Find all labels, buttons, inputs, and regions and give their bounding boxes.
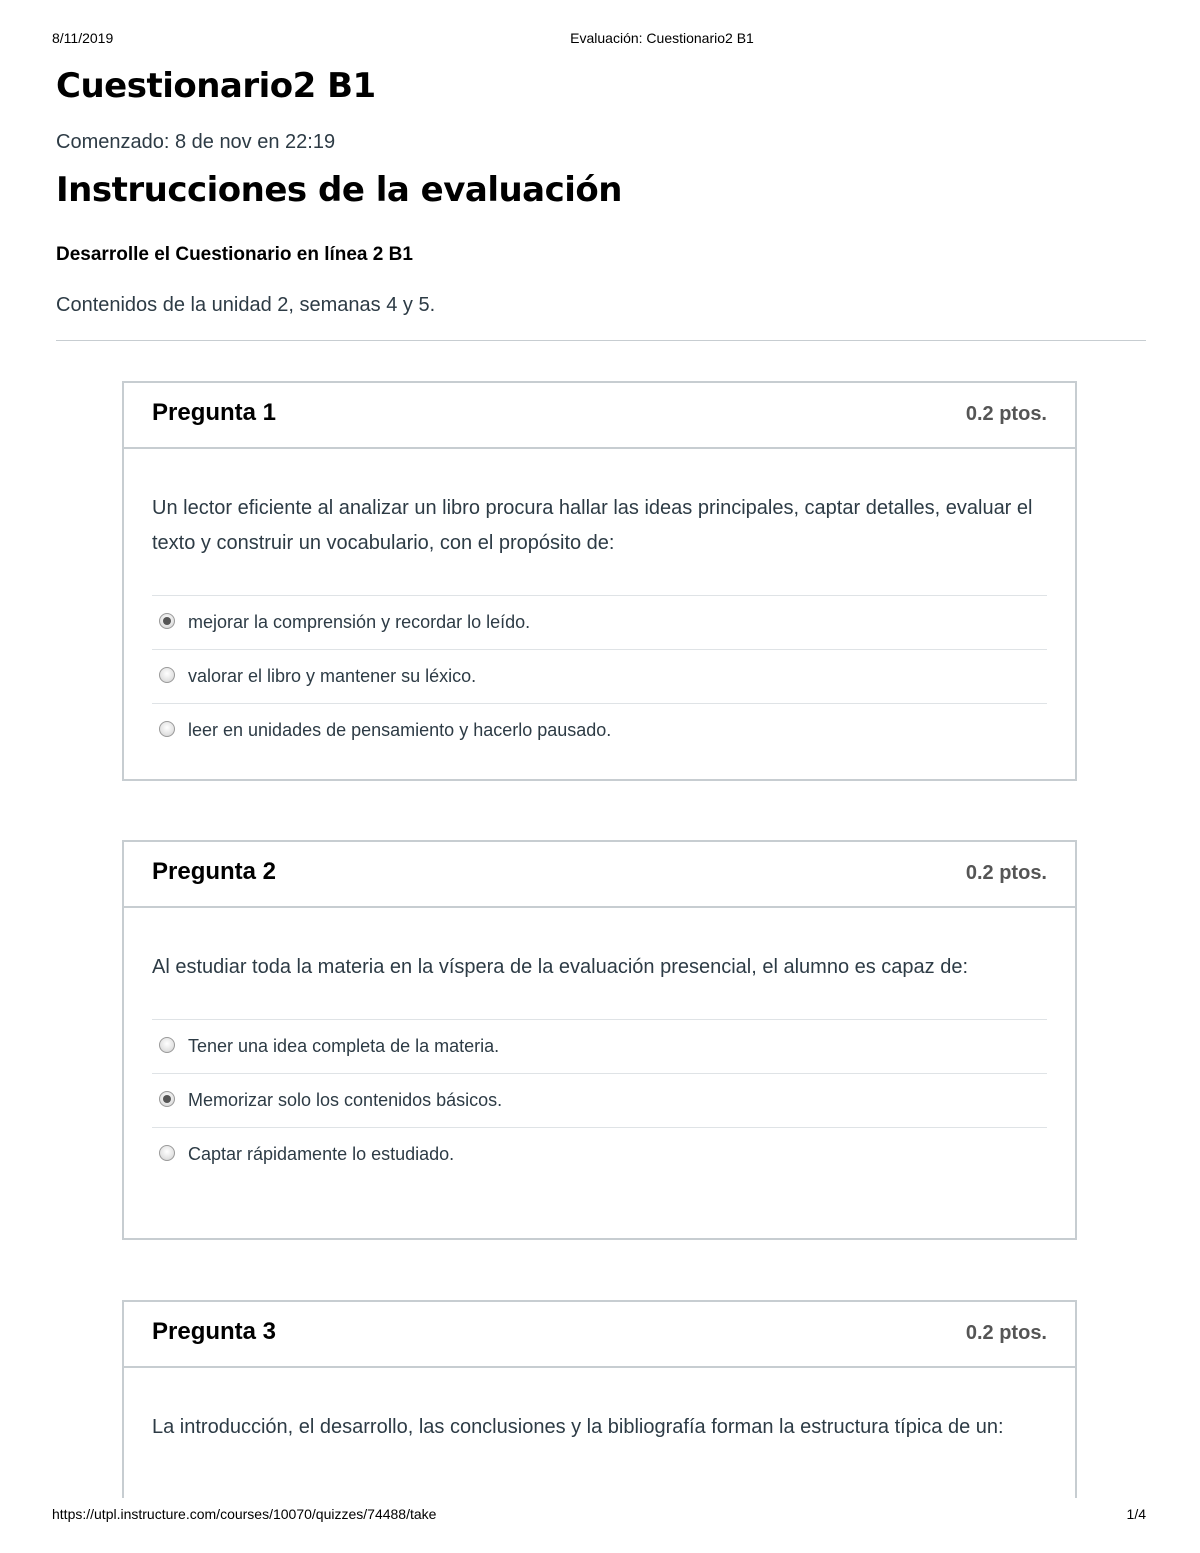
- answer-label[interactable]: mejorar la comprensión y recordar lo leído.: [188, 612, 531, 632]
- question-text: La introducción, el desarrollo, las conclusiones y la bibliografía forman la estructura típica de un:: [152, 1416, 1004, 1438]
- question-text: Un lector eficiente al analizar un libro procura hallar las ideas principales, captar detalles, evaluar el texto y construir un vocabulario, con el propósito de:: [152, 497, 1033, 554]
- radio-button[interactable]: [159, 667, 175, 683]
- answer-label[interactable]: Tener una idea completa de la materia.: [188, 1036, 500, 1056]
- answer-option[interactable]: [152, 595, 1047, 649]
- question-name: Pregunta 2: [152, 858, 277, 885]
- question-points: 0.2 ptos.: [965, 862, 1047, 884]
- instructions-title: Instrucciones de la evaluación: [56, 170, 622, 210]
- print-footer: [0, 1506, 1200, 1526]
- answer-label[interactable]: valorar el libro y mantener su léxico.: [188, 666, 477, 686]
- question-name: Pregunta 1: [152, 399, 277, 426]
- question-name: Pregunta 3: [152, 1318, 277, 1345]
- print-page-number: 1/4: [1126, 1506, 1146, 1522]
- question-header: [124, 1302, 1075, 1368]
- answer-option[interactable]: [152, 1127, 1047, 1181]
- print-header: [0, 30, 1200, 50]
- quiz-title: Cuestionario2 B1: [56, 66, 376, 106]
- print-url: https://utpl.instructure.com/courses/10070/quizzes/74488/take: [52, 1506, 437, 1522]
- question-points: 0.2 ptos.: [965, 1322, 1047, 1344]
- print-date: 8/11/2019: [52, 30, 114, 46]
- radio-button-selected[interactable]: [159, 613, 175, 629]
- answer-option[interactable]: [152, 1073, 1047, 1127]
- radio-button[interactable]: [159, 721, 175, 737]
- radio-button-selected[interactable]: [159, 1091, 175, 1107]
- question-card-3: [122, 1300, 1077, 1498]
- question-card-1: [122, 381, 1077, 781]
- answer-option[interactable]: [152, 649, 1047, 703]
- print-doc-title: Evaluación: Cuestionario2 B1: [570, 30, 754, 46]
- answer-label[interactable]: leer en unidades de pensamiento y hacerlo pausado.: [188, 720, 612, 740]
- answer-option[interactable]: [152, 703, 1047, 757]
- question-text: Al estudiar toda la materia en la víspera de la evaluación presencial, el alumno es capaz de:: [152, 956, 969, 978]
- answer-list: [152, 595, 1047, 757]
- question-card-2: [122, 840, 1077, 1240]
- radio-button[interactable]: [159, 1037, 175, 1053]
- question-header: [124, 383, 1075, 449]
- question-points: 0.2 ptos.: [965, 403, 1047, 425]
- quiz-started-time: Comenzado: 8 de nov en 22:19: [56, 131, 336, 153]
- divider: [56, 340, 1146, 341]
- instructions-subtitle: Desarrolle el Cuestionario en línea 2 B1: [56, 244, 413, 265]
- question-header: [124, 842, 1075, 908]
- answer-label[interactable]: Captar rápidamente lo estudiado.: [188, 1144, 455, 1164]
- radio-button[interactable]: [159, 1145, 175, 1161]
- instructions-text: Contenidos de la unidad 2, semanas 4 y 5.: [56, 294, 436, 316]
- answer-label[interactable]: Memorizar solo los contenidos básicos.: [188, 1090, 503, 1110]
- answer-list: [152, 1019, 1047, 1181]
- answer-option[interactable]: [152, 1019, 1047, 1073]
